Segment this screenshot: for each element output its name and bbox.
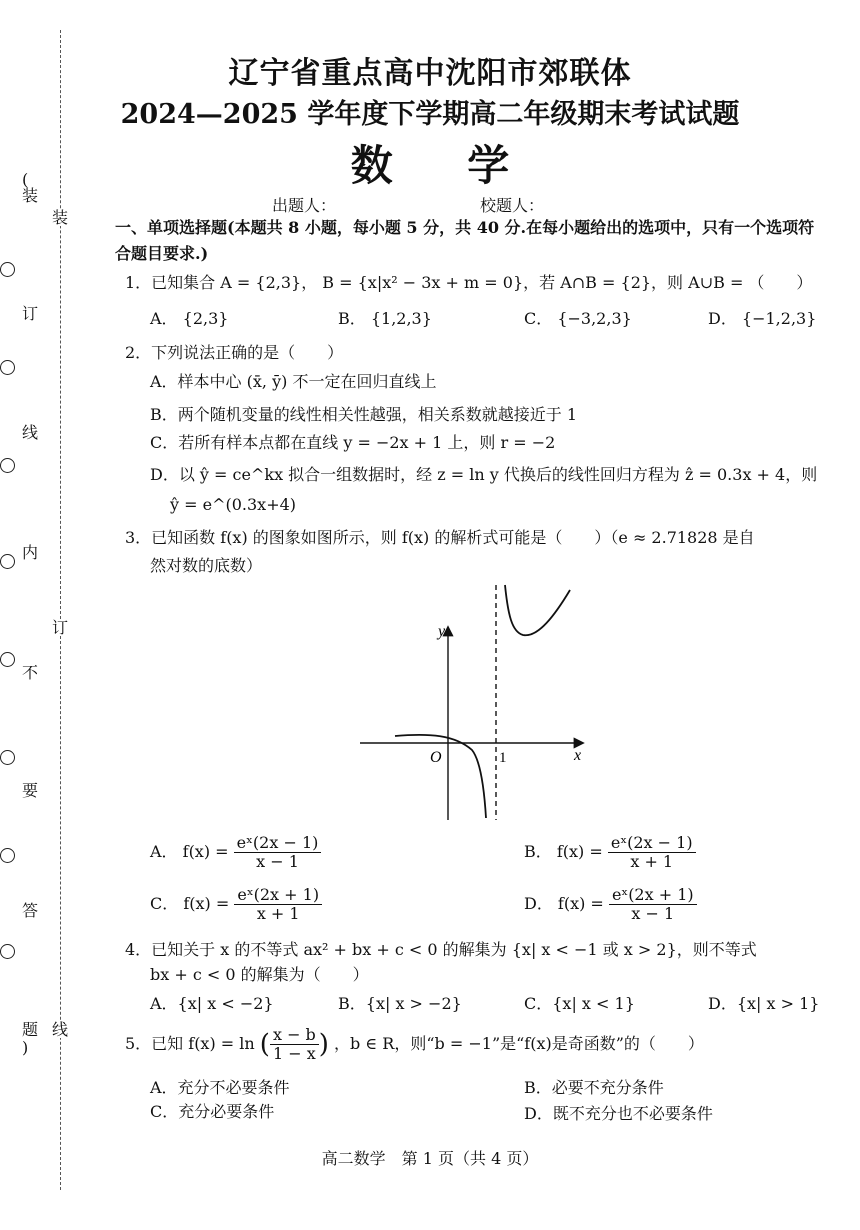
exam-title-line1: 辽宁省重点高中沈阳市郊联体 — [228, 56, 632, 91]
binding-hole-circle — [0, 944, 15, 959]
option-b-lhs: B． f(x) = — [524, 842, 603, 861]
option-a-lhs: A． f(x) = — [150, 842, 229, 861]
question-2-option-a: A．样本中心 (x̄, ȳ) 不一定在回归直线上 — [150, 372, 437, 391]
option-d-fraction — [609, 886, 697, 923]
left-paren: ( — [259, 1029, 270, 1060]
question-3-stem: 3．已知函数 f(x) 的图象如图所示，则 f(x) 的解析式可能是（ ）（e ≈ 2.71828 是自 — [125, 528, 755, 547]
option-c-lhs: C． f(x) = — [150, 894, 230, 913]
question-5-suffix: ，b ∈ R，则“b = −1”是“f(x)是奇函数”的（ ） — [334, 1034, 704, 1053]
question-5-fraction — [270, 1026, 319, 1063]
binding-char: 订 — [52, 618, 69, 637]
question-4-option-b: B．{x| x > −2} — [338, 994, 462, 1013]
question-2-option-c: C．若所有样本点都在直线 y = −2x + 1 上，则 r = −2 — [150, 433, 556, 452]
question-5-option-c: C．充分必要条件 — [150, 1102, 275, 1121]
question-4-stem-continued: bx + c < 0 的解集为（ ） — [150, 965, 369, 984]
question-3-option-a — [150, 834, 321, 871]
question-5-option-a: A．充分不必要条件 — [150, 1078, 290, 1097]
checker-label: 校题人： — [480, 196, 545, 215]
binding-hole-circle — [0, 458, 15, 473]
binding-char: 要 — [22, 781, 39, 800]
question-3-option-b — [524, 834, 696, 871]
option-d-lhs: D． f(x) = — [524, 894, 604, 913]
origin-label: O — [430, 749, 442, 766]
question-5-denominator: 1 − x — [272, 1044, 316, 1063]
binding-hole-circle — [0, 554, 15, 569]
option-b-denominator: x + 1 — [630, 852, 674, 871]
x-axis-label: x — [574, 747, 582, 764]
question-4-option-c: C．{x| x < 1} — [524, 994, 635, 1013]
option-d-denominator: x − 1 — [631, 904, 675, 923]
option-a-fraction — [234, 834, 322, 871]
binding-char: 装 — [52, 208, 69, 227]
question-5-option-b: B．必要不充分条件 — [524, 1078, 664, 1097]
option-c-fraction — [234, 886, 322, 923]
binding-char: 线 — [22, 423, 39, 442]
question-5-prefix: 5．已知 f(x) = ln — [125, 1034, 255, 1053]
option-c-denominator: x + 1 — [256, 904, 300, 923]
right-branch-curve — [505, 585, 570, 635]
question-5-option-d: D．既不充分也不必要条件 — [524, 1104, 713, 1123]
setter-label: 出题人： — [272, 196, 337, 215]
question-2-option-b: B．两个随机变量的线性相关性越强，相关系数就越接近于 1 — [150, 405, 578, 424]
binding-char: 不 — [22, 663, 39, 682]
question-4-option-d: D．{x| x > 1} — [708, 994, 820, 1013]
left-branch-curve — [395, 735, 486, 818]
question-2-stem: 2．下列说法正确的是（ ） — [125, 343, 344, 362]
question-1-option-b: B． {1,2,3} — [338, 309, 432, 328]
binding-char: 线 — [52, 1020, 69, 1039]
question-1-option-d: D． {−1,2,3} — [708, 309, 817, 328]
question-3-option-c — [150, 886, 322, 923]
binding-hole-circle — [0, 750, 15, 765]
question-2-option-d: D．以 ŷ = ce^kx 拟合一组数据时，经 z = ln y 代换后的线性回归方程为 ẑ = 0.3x + 4，则 — [150, 465, 818, 484]
binding-char: 答 — [22, 901, 39, 920]
question-1-stem: 1．已知集合 A = {2,3}， B = {x|x² − 3x + m = 0}，若 A∩B = {2}，则 A∪B = （ ） — [125, 273, 813, 292]
question-1-option-c: C． {−3,2,3} — [524, 309, 632, 328]
binding-char: 题 — [22, 1020, 39, 1039]
right-paren: ) — [318, 1029, 329, 1060]
option-a-denominator: x − 1 — [256, 852, 299, 871]
option-b-numerator: eˣ(2x − 1) — [608, 834, 696, 853]
section-title: 一、单项选择题(本题共 8 小题，每小题 5 分，共 40 分.在每小题给出的选项中，只有一个选项符合题目要求.) — [115, 218, 815, 263]
option-a-numerator: eˣ(2x − 1) — [234, 834, 322, 853]
binding-hole-circle — [0, 262, 15, 277]
subject-title: 数 学 — [350, 141, 540, 190]
question-4-stem: 4．已知关于 x 的不等式 ax² + bx + c < 0 的解集为 {x| x < −1 或 x > 2}，则不等式 — [125, 940, 757, 959]
binding-char: 内 — [22, 543, 39, 562]
question-2-option-d-continued: ŷ = e^(0.3x+4) — [170, 495, 297, 514]
function-graph — [360, 580, 590, 825]
binding-hole-circle — [0, 360, 15, 375]
binding-hole-circle — [0, 652, 15, 667]
exam-title-line2: 2024—2025 学年度下学期高二年级期末考试试题 — [120, 99, 740, 130]
question-4-option-a: A．{x| x < −2} — [150, 994, 274, 1013]
binding-char: 装 — [22, 186, 39, 205]
option-c-numerator: eˣ(2x + 1) — [234, 886, 322, 905]
question-5-stem — [125, 1026, 704, 1063]
question-1-option-a: A． {2,3} — [150, 309, 229, 328]
question-3-stem-continued: 然对数的底数） — [150, 556, 263, 575]
binding-char: ( — [22, 170, 29, 189]
y-axis-label: y — [438, 623, 446, 640]
question-5-numerator: x − b — [270, 1026, 319, 1045]
binding-hole-circle — [0, 848, 15, 863]
binding-dashed-line — [60, 30, 61, 1190]
option-b-fraction — [608, 834, 696, 871]
x-tick-label-one: 1 — [499, 750, 507, 766]
binding-char: 订 — [22, 304, 39, 323]
page-footer: 高二数学 第 1 页（共 4 页） — [321, 1149, 539, 1168]
question-3-option-d — [524, 886, 697, 923]
option-d-numerator: eˣ(2x + 1) — [609, 886, 697, 905]
binding-char: ) — [22, 1038, 29, 1057]
